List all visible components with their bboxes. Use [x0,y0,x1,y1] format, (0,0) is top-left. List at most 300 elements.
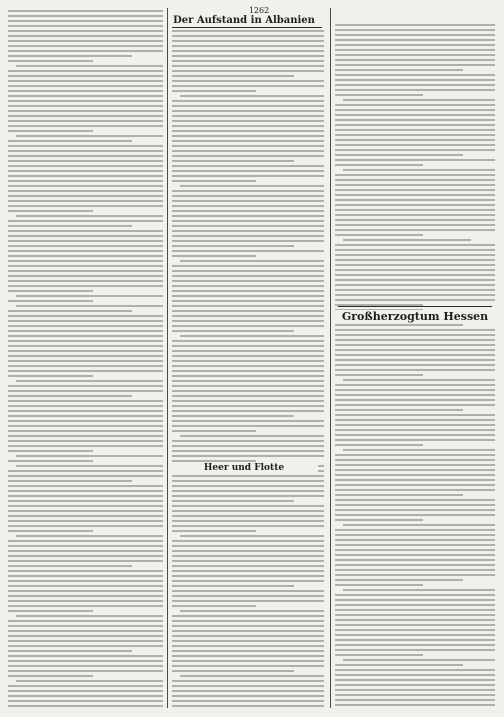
text-line [335,499,495,501]
text-line [8,645,163,647]
text-line [172,190,324,192]
text-line [335,34,495,36]
text-line [8,340,163,342]
text-line [172,655,324,657]
text-line [172,310,324,312]
text-line [8,160,163,162]
text-line [335,344,495,346]
text-line [335,289,495,291]
text-line [8,560,163,562]
text-line [8,365,163,367]
text-line [172,430,256,432]
text-line [335,89,495,91]
text-line [172,155,324,157]
text-line [335,444,423,446]
text-line [172,205,324,207]
text-line [172,520,324,522]
text-line [8,515,163,517]
text-line [335,684,495,686]
text-line [8,185,163,187]
text-line [8,620,163,622]
text-line [8,275,163,277]
text-line [8,595,163,597]
text-line [8,540,163,542]
text-line [343,449,495,451]
text-line [172,630,324,632]
text-line [335,584,423,586]
text-line [335,124,495,126]
text-line [335,294,495,296]
text-line [172,200,324,202]
text-line [335,629,495,631]
text-line [8,290,93,292]
text-line [335,529,495,531]
text-line [335,434,495,436]
text-line [343,169,495,171]
text-line [8,270,163,272]
text-line [335,519,423,521]
text-line [335,129,495,131]
text-line [172,415,294,417]
column-right-text [335,24,495,706]
column-middle-text [172,30,324,707]
text-line [172,170,324,172]
text-line [180,435,324,437]
text-line [335,469,495,471]
text-line [335,114,495,116]
text-line [335,419,495,421]
text-line [335,439,495,441]
text-line [8,630,163,632]
text-line [172,380,324,382]
text-line [8,335,163,337]
text-line [335,274,495,276]
text-line [180,335,324,337]
text-line [172,530,256,532]
text-line [335,249,495,251]
text-line [8,685,163,687]
text-line [8,440,163,442]
text-line [335,404,495,406]
text-line [8,200,163,202]
text-line [8,255,163,257]
text-line [172,165,324,167]
text-line [335,364,495,366]
text-line [8,40,163,42]
text-line [172,600,324,602]
text-line [172,585,294,587]
text-line [172,615,324,617]
text-line [8,150,163,152]
text-line [16,615,163,617]
text-line [335,504,495,506]
text-line [172,460,256,462]
text-line [335,189,495,191]
text-line [8,450,93,452]
text-line [335,369,495,371]
text-line [172,125,324,127]
text-line [8,660,163,662]
text-line [335,59,495,61]
text-line [172,130,324,132]
text-line [172,115,324,117]
text-line [172,620,324,622]
text-line [16,680,163,682]
text-line [335,669,495,671]
text-line [180,95,324,97]
text-line [16,295,163,297]
text-line [335,679,495,681]
text-line [335,109,495,111]
text-line [8,85,163,87]
text-line [172,695,324,697]
text-line [343,239,471,241]
text-line [8,60,93,62]
text-line [8,155,163,157]
text-line [335,694,495,696]
text-line [8,265,163,267]
text-line [172,90,256,92]
text-line [8,330,163,332]
text-line [172,105,324,107]
text-line [343,379,495,381]
text-line [335,374,423,376]
text-line [172,500,294,502]
text-line [335,574,495,576]
text-line [8,35,163,37]
text-line [335,254,495,256]
text-line [8,125,163,127]
text-line [8,350,163,352]
text-line [335,39,495,41]
text-line [172,290,324,292]
text-line [335,44,495,46]
text-line [335,479,495,481]
text-line [335,609,495,611]
text-line [172,315,324,317]
text-line [8,225,132,227]
text-line [172,390,324,392]
text-line [180,535,324,537]
text-line [172,120,324,122]
text-line [172,180,256,182]
text-line [172,545,324,547]
column-middle [172,30,324,708]
text-line [335,509,495,511]
text-line [335,689,495,691]
text-line [172,195,324,197]
text-line [172,60,324,62]
text-line [172,330,294,332]
text-line [8,115,163,117]
text-line [16,535,163,537]
text-line [172,395,324,397]
heading-underline-middle [172,27,322,28]
text-line [172,525,324,527]
text-line [8,425,163,427]
text-line [172,455,324,457]
text-line [335,644,495,646]
text-line [8,385,163,387]
text-line [8,370,163,372]
column-rule-right [330,8,331,708]
column-left-text [8,10,163,707]
text-line [16,455,163,457]
text-line [8,430,163,432]
text-line [8,670,163,672]
text-line [172,650,324,652]
text-line [172,175,324,177]
text-line [8,445,163,447]
text-line [335,619,495,621]
text-line [172,150,324,152]
text-line [335,459,495,461]
text-line [172,575,324,577]
text-line [335,259,495,261]
text-line [172,50,324,52]
text-line [335,649,495,651]
text-line [335,94,423,96]
text-line [335,654,423,656]
text-line [335,324,463,326]
text-line [335,49,495,51]
text-line [172,625,324,627]
text-line [172,360,324,362]
text-line [172,35,324,37]
text-line [335,159,495,161]
text-line [172,590,324,592]
text-line [335,244,495,246]
text-line [335,429,495,431]
text-line [172,605,256,607]
text-line [343,659,495,661]
text-line [172,135,324,137]
text-line [335,139,495,141]
text-line [8,170,163,172]
text-line [335,174,495,176]
text-line [8,360,163,362]
text-line [172,580,324,582]
text-line [172,320,324,322]
text-line [8,175,163,177]
text-line [335,219,495,221]
text-line [8,355,163,357]
text-line [172,75,294,77]
text-line [8,180,163,182]
column-left [8,10,163,708]
text-line [172,345,324,347]
text-line [16,465,163,467]
text-line [335,194,495,196]
text-line [172,365,324,367]
text-line [8,220,163,222]
text-line [172,570,324,572]
text-line [8,405,163,407]
text-line [8,375,93,377]
text-line [8,285,163,287]
text-line [335,164,423,166]
text-line [172,555,324,557]
text-line [8,195,163,197]
text-line [8,705,163,707]
text-line [335,54,495,56]
text-line [16,65,163,67]
text-line [172,160,294,162]
text-line [8,30,163,32]
text-line [335,599,495,601]
text-line [8,415,163,417]
text-line [180,610,324,612]
text-line [180,675,324,677]
text-line [8,545,163,547]
text-line [335,154,463,156]
text-line [8,320,163,322]
text-line [8,495,163,497]
page-number: 1262 [248,6,270,15]
text-line [8,605,163,607]
text-line [335,74,495,76]
text-line [335,544,495,546]
text-line [335,549,495,551]
text-line [335,329,495,331]
text-line [335,279,495,281]
text-line [172,640,324,642]
text-line [172,270,324,272]
text-line [8,520,163,522]
text-line [172,540,324,542]
text-line [172,400,324,402]
text-line [8,310,132,312]
text-line [335,214,495,216]
text-line [172,410,324,412]
text-line [172,560,324,562]
text-line [335,489,495,491]
text-line [172,55,324,57]
text-line [335,559,495,561]
text-line [172,30,324,32]
text-line [172,550,324,552]
text-line [172,690,324,692]
text-line [172,215,324,217]
text-line [8,395,132,397]
text-line [335,639,495,641]
text-line [8,635,163,637]
text-line [8,260,163,262]
text-line [8,490,163,492]
text-line [335,614,495,616]
text-line [335,204,495,206]
text-line [8,390,163,392]
text-line [335,64,495,66]
text-line [8,280,163,282]
text-line [8,410,163,412]
text-line [335,199,495,201]
text-line [180,185,324,187]
text-line [172,245,294,247]
text-line [8,460,93,462]
text-line [335,134,495,136]
text-line [335,229,495,231]
text-line [335,454,495,456]
text-line [343,524,495,526]
text-line [172,450,324,452]
text-line [172,480,324,482]
text-line [172,635,324,637]
text-line [8,640,163,642]
text-line [335,149,495,151]
text-line [172,250,324,252]
text-line [335,144,495,146]
text-line [8,610,93,612]
text-line [343,589,495,591]
text-line [172,140,324,142]
text-line [8,145,163,147]
text-line [172,485,324,487]
text-line [172,265,324,267]
text-line [8,165,163,167]
text-line [335,284,495,286]
text-line [172,280,324,282]
text-line [8,400,163,402]
text-line [172,305,324,307]
text-line [8,510,163,512]
text-line [16,305,163,307]
text-line [172,45,324,47]
text-line [335,564,495,566]
text-line [172,235,324,237]
text-line [8,45,163,47]
text-line [8,695,163,697]
text-line [172,665,324,667]
text-line [172,505,324,507]
text-line [172,445,324,447]
text-line [172,375,324,377]
text-line [172,145,324,147]
text-line [8,20,163,22]
text-line [172,110,324,112]
text-line [335,554,495,556]
text-line [8,675,93,677]
text-line [335,299,495,301]
text-line [8,500,163,502]
text-line [172,405,324,407]
text-line [172,300,324,302]
text-line [8,50,163,52]
text-line [172,240,324,242]
text-line [335,264,495,266]
text-line [335,514,495,516]
text-line [8,485,163,487]
text-line [172,385,324,387]
text-line [172,660,324,662]
text-line [335,699,495,701]
text-line [8,570,163,572]
text-line [335,634,495,636]
text-line [335,29,495,31]
text-line [172,220,324,222]
text-line [8,120,163,122]
text-line [335,464,495,466]
text-line [172,420,324,422]
text-line [8,600,163,602]
text-line [8,190,163,192]
text-line [172,85,324,87]
text-line [8,525,163,527]
text-line [335,494,463,496]
heading-right-section: Großherzogtum Hessen [335,310,495,323]
text-line [8,10,163,12]
text-line [8,565,132,567]
